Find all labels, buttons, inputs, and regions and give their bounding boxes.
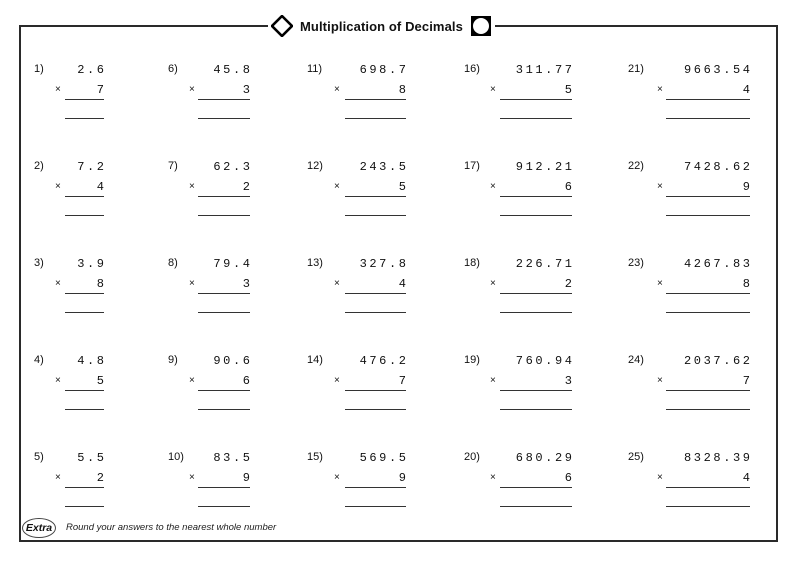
multiply-sign: ×	[334, 181, 340, 192]
multiplier: 3	[242, 277, 250, 291]
multiplier: 9	[742, 180, 750, 194]
problem-number: 21)	[628, 63, 644, 75]
problem-number: 23)	[628, 257, 644, 269]
multiplicand: 7.2	[77, 160, 107, 174]
diamond-icon	[271, 15, 293, 37]
multiplicand: 4267.83	[683, 257, 753, 271]
multiplicand: 83.5	[213, 451, 253, 465]
problem-25	[0, 451, 800, 521]
multiplier: 6	[564, 180, 572, 194]
multiply-sign: ×	[490, 375, 496, 386]
problem-number: 19)	[464, 354, 480, 366]
multiplicand: 90.6	[213, 354, 253, 368]
multiplicand: 327.8	[359, 257, 409, 271]
multiplicand: 760.94	[515, 354, 575, 368]
multiply-sign: ×	[657, 181, 663, 192]
multiply-sign: ×	[490, 181, 496, 192]
worksheet-header	[268, 14, 495, 38]
multiplier: 2	[564, 277, 572, 291]
problem-number: 9)	[168, 354, 178, 366]
multiply-sign: ×	[657, 84, 663, 95]
multiply-sign: ×	[334, 278, 340, 289]
multiplier: 5	[398, 180, 406, 194]
multiplier: 5	[96, 374, 104, 388]
multiplier: 4	[742, 471, 750, 485]
multiplicand: 569.5	[359, 451, 409, 465]
multiplicand: 680.29	[515, 451, 575, 465]
problem-22	[0, 160, 800, 230]
multiplier-underline	[666, 196, 750, 197]
multiplicand: 79.4	[213, 257, 253, 271]
answer-line[interactable]	[666, 409, 750, 410]
problem-number: 17)	[464, 160, 480, 172]
multiplicand: 2037.62	[683, 354, 753, 368]
multiplier-underline	[666, 293, 750, 294]
multiplier: 6	[242, 374, 250, 388]
problem-number: 10)	[168, 451, 184, 463]
problem-number: 13)	[307, 257, 323, 269]
problem-number: 5)	[34, 451, 44, 463]
square-circle-icon	[470, 15, 492, 37]
problem-number: 22)	[628, 160, 644, 172]
multiply-sign: ×	[334, 84, 340, 95]
multiplier: 8	[96, 277, 104, 291]
problem-number: 14)	[307, 354, 323, 366]
multiplicand: 4.8	[77, 354, 107, 368]
multiplicand: 62.3	[213, 160, 253, 174]
multiply-sign: ×	[189, 278, 195, 289]
multiply-sign: ×	[55, 278, 61, 289]
extra-badge: Extra	[22, 518, 56, 538]
multiplier: 9	[398, 471, 406, 485]
multiplier: 2	[242, 180, 250, 194]
problem-number: 15)	[307, 451, 323, 463]
problem-23	[0, 257, 800, 327]
multiplier: 7	[398, 374, 406, 388]
multiplier-underline	[666, 99, 750, 100]
multiplier: 5	[564, 83, 572, 97]
multiplicand: 3.9	[77, 257, 107, 271]
multiplicand: 698.7	[359, 63, 409, 77]
multiplicand: 476.2	[359, 354, 409, 368]
multiplier: 6	[564, 471, 572, 485]
multiply-sign: ×	[189, 84, 195, 95]
problem-number: 7)	[168, 160, 178, 172]
multiplier: 4	[96, 180, 104, 194]
multiplier: 9	[242, 471, 250, 485]
multiplier: 4	[398, 277, 406, 291]
multiply-sign: ×	[334, 472, 340, 483]
multiply-sign: ×	[55, 375, 61, 386]
multiplier: 8	[742, 277, 750, 291]
multiply-sign: ×	[490, 278, 496, 289]
problem-21	[0, 63, 800, 133]
problem-number: 3)	[34, 257, 44, 269]
problem-number: 6)	[168, 63, 178, 75]
multiply-sign: ×	[55, 472, 61, 483]
multiplicand: 311.77	[515, 63, 575, 77]
multiplier-underline	[666, 487, 750, 488]
multiplier: 3	[242, 83, 250, 97]
extra-instruction: Round your answers to the nearest whole number	[66, 522, 277, 533]
problem-number: 24)	[628, 354, 644, 366]
problem-number: 16)	[464, 63, 480, 75]
multiply-sign: ×	[189, 375, 195, 386]
multiplier-underline	[666, 390, 750, 391]
multiply-sign: ×	[657, 278, 663, 289]
answer-line[interactable]	[666, 506, 750, 507]
problem-number: 12)	[307, 160, 323, 172]
answer-line[interactable]	[666, 215, 750, 216]
multiply-sign: ×	[55, 84, 61, 95]
problem-number: 20)	[464, 451, 480, 463]
multiply-sign: ×	[490, 472, 496, 483]
problem-24	[0, 354, 800, 424]
multiplicand: 45.8	[213, 63, 253, 77]
multiplier: 4	[742, 83, 750, 97]
multiplier: 7	[742, 374, 750, 388]
multiply-sign: ×	[334, 375, 340, 386]
multiplicand: 243.5	[359, 160, 409, 174]
multiplicand: 912.21	[515, 160, 575, 174]
problem-number: 1)	[34, 63, 44, 75]
multiplicand: 2.6	[77, 63, 107, 77]
answer-line[interactable]	[666, 312, 750, 313]
problem-number: 8)	[168, 257, 178, 269]
multiplier: 3	[564, 374, 572, 388]
multiply-sign: ×	[657, 472, 663, 483]
multiplier: 2	[96, 471, 104, 485]
problem-number: 4)	[34, 354, 44, 366]
problem-number: 18)	[464, 257, 480, 269]
multiplier: 8	[398, 83, 406, 97]
multiplicand: 7428.62	[683, 160, 753, 174]
multiplicand: 9663.54	[683, 63, 753, 77]
multiply-sign: ×	[189, 181, 195, 192]
multiplicand: 226.71	[515, 257, 575, 271]
multiplicand: 5.5	[77, 451, 107, 465]
problem-number: 2)	[34, 160, 44, 172]
multiplicand: 8328.39	[683, 451, 753, 465]
multiply-sign: ×	[490, 84, 496, 95]
problem-number: 25)	[628, 451, 644, 463]
page-title: Multiplication of Decimals	[300, 18, 463, 34]
answer-line[interactable]	[666, 118, 750, 119]
multiply-sign: ×	[55, 181, 61, 192]
multiplier: 7	[96, 83, 104, 97]
multiply-sign: ×	[657, 375, 663, 386]
multiply-sign: ×	[189, 472, 195, 483]
problem-number: 11)	[307, 63, 323, 75]
